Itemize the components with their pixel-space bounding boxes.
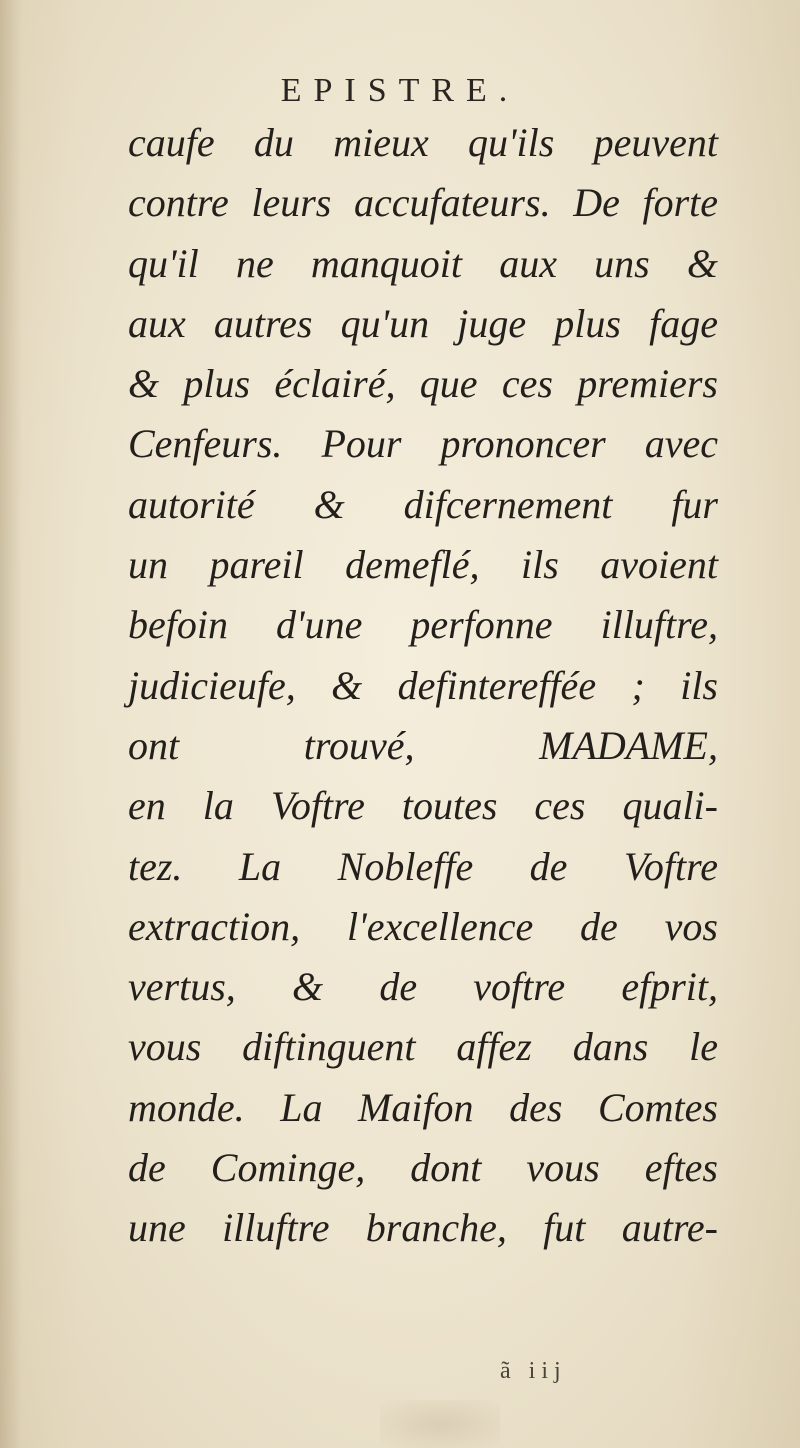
text-line: ont trouvé, MADAME, (128, 722, 718, 768)
text-line: vous diftinguent affez dans le (128, 1024, 718, 1070)
text-line: un pareil demeflé, ils avoient (128, 542, 718, 588)
text-line: caufe du mieux qu'ils peuvent (128, 120, 718, 165)
text-line: vertus, & de voftre efprit, (128, 964, 718, 1010)
paper-stain (380, 1400, 500, 1448)
text-line: extraction, l'excellence de vos (128, 903, 718, 949)
running-head: EPISTRE. (280, 72, 520, 109)
signature-mark: ã iij (500, 1358, 567, 1384)
text-line: en la Voftre toutes ces quali- (128, 783, 718, 829)
text-line: de Cominge, dont vous eftes (128, 1145, 718, 1191)
text-line: une illuftre branche, fut autre- (128, 1205, 718, 1251)
text-line: Cenfeurs. Pour prononcer avec (128, 421, 718, 467)
text-line: aux autres qu'un juge plus fage (128, 300, 718, 346)
text-line: & plus éclairé, que ces premiers (128, 361, 718, 407)
body-text (128, 113, 718, 1259)
text-line: autorité & difcernement fur (128, 481, 718, 527)
text-line: qu'il ne manquoit aux uns & (128, 240, 718, 286)
text-line: judicieufe, & defintereffée ; ils (128, 662, 718, 708)
text-line: befoin d'une perfonne illuftre, (128, 602, 718, 648)
text-line: tez. La Nobleffe de Voftre (128, 843, 718, 889)
text-line: contre leurs accufateurs. De forte (128, 180, 718, 226)
page-gutter-shadow (0, 0, 22, 1448)
text-line: monde. La Maifon des Comtes (128, 1084, 718, 1130)
